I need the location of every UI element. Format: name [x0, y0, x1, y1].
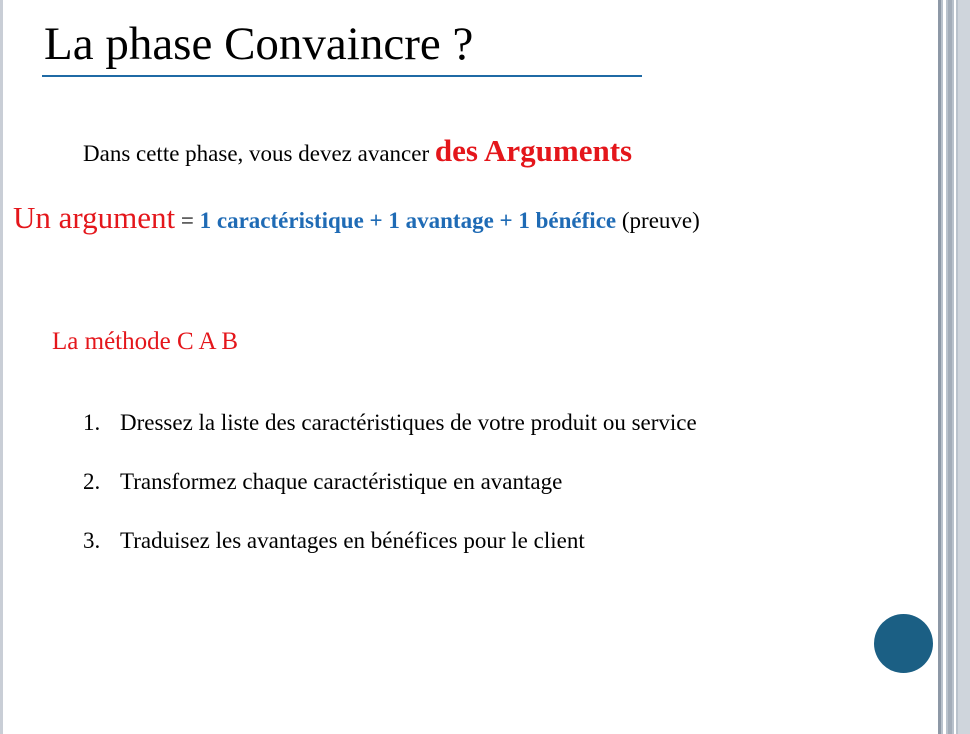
definition-term: Un argument — [13, 200, 176, 235]
intro-emphasis: des Arguments — [434, 133, 633, 168]
list-item — [83, 406, 697, 465]
step-text: Traduisez les avantages en bénéfices pour le client — [120, 528, 585, 553]
step-number: 1. — [83, 410, 101, 435]
slide-title: La phase Convaincre ? — [44, 18, 474, 70]
definition-note: (preuve) — [616, 208, 700, 233]
step-number: 2. — [83, 469, 101, 494]
decorative-circle — [874, 614, 933, 673]
argument-definition — [13, 198, 700, 241]
step-number: 3. — [83, 528, 101, 553]
definition-formula: 1 caractéristique + 1 avantage + 1 bénéfice — [199, 208, 617, 233]
method-heading: La méthode C A B — [52, 328, 239, 355]
intro-line — [83, 134, 632, 171]
list-item — [83, 524, 697, 583]
slide-left-border — [0, 0, 3, 734]
intro-text: Dans cette phase, vous devez avancer — [83, 141, 435, 166]
list-item — [83, 465, 697, 524]
step-text: Transformez chaque caractéristique en avantage — [120, 469, 563, 494]
title-underline — [42, 75, 642, 77]
slide-right-frame — [938, 0, 970, 734]
step-text: Dressez la liste des caractéristiques de votre produit ou service — [120, 410, 697, 435]
method-steps-list — [83, 406, 697, 583]
definition-equals: = — [175, 208, 200, 233]
